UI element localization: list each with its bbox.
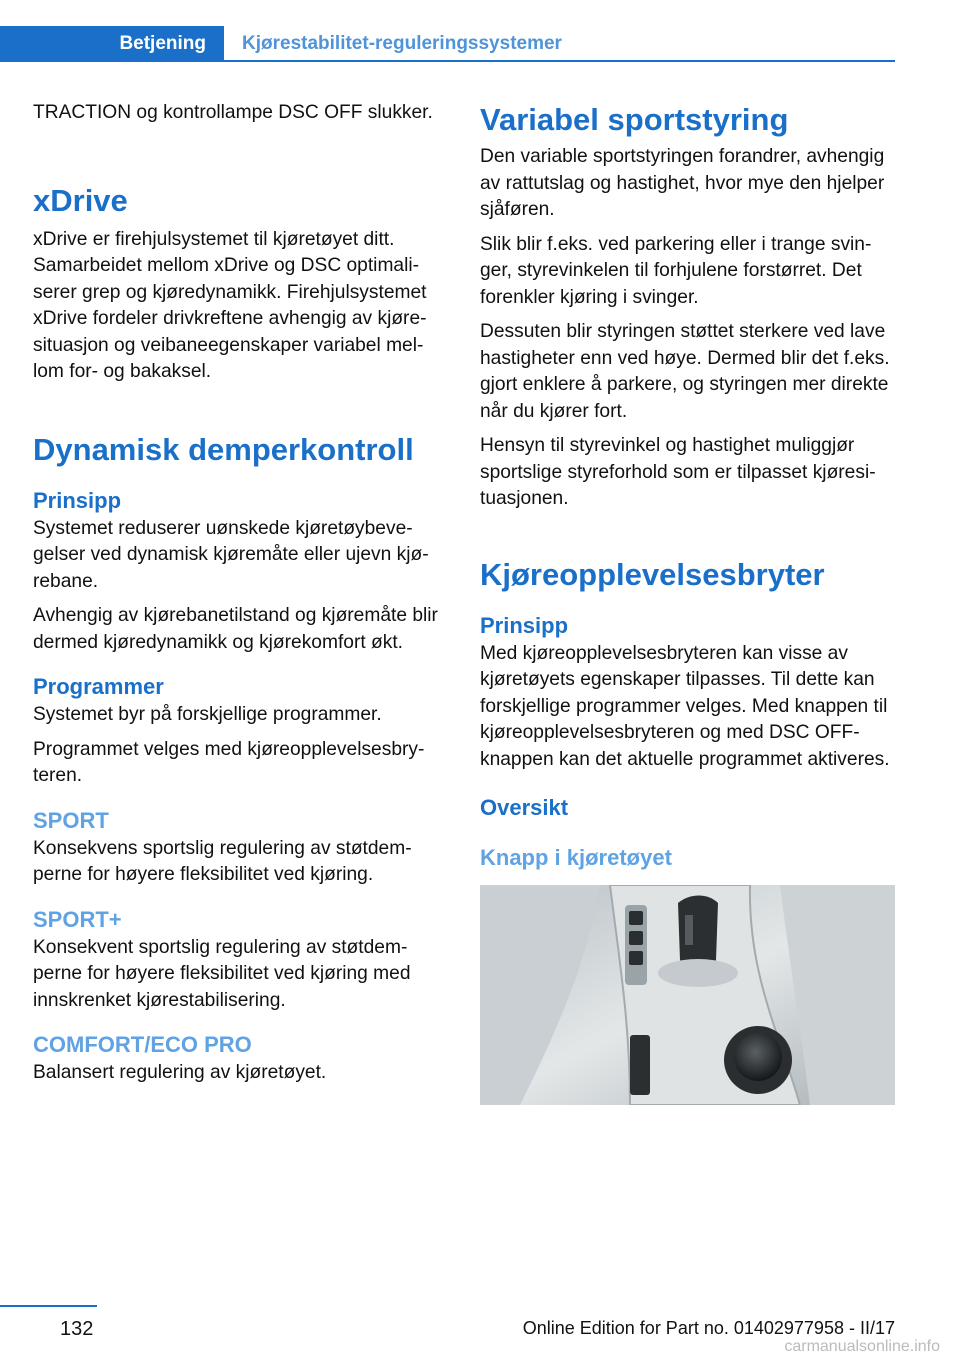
- right-column: [480, 100, 894, 1110]
- edition-note: Online Edition for Part no. 01402977958 - II/17: [522, 1318, 895, 1338]
- heading-prinsipp-right: Prinsipp: [480, 612, 569, 638]
- heading-sport: SPORT: [33, 807, 109, 833]
- chapter-title: Kjørestabilitet-reguleringssystemer: [242, 33, 562, 54]
- programmer-text-2: Programmet velges med kjøreopplevelsesbryteren.: [33, 738, 425, 786]
- heading-variable-steering: Variabel sportstyring: [480, 102, 789, 137]
- sport-plus-text: Konsekvent sportslig regulering av støtdemperne for høyere fleksibilitet ved kjøring med innskrenket kjørestabilisering.: [33, 936, 411, 1011]
- switch-prinsipp-text: Med kjøreopplevelsesbryteren kan visse av kjøretøyets egenskaper tilpasses. Til dette kan forskjellige programmer velges. Med knappen til kjøreopplevelsesbryteren og med DSC OFF-knappen kan det aktuelle programmet aktiveres.: [480, 642, 890, 770]
- heading-programmer: Programmer: [33, 674, 164, 699]
- intro-text: TRACTION og kontrollampe DSC OFF slukker.: [33, 102, 433, 123]
- heading-xdrive: xDrive: [33, 182, 128, 218]
- footer-rule: [0, 1305, 97, 1307]
- left-column: [33, 100, 447, 1095]
- prinsipp-text-1: Systemet reduserer uønskede kjøretøybevegelser ved dynamisk kjøremåte eller ujevn kjørebane.: [33, 517, 429, 592]
- page-header: [0, 0, 960, 62]
- section-tab: Betjening: [0, 26, 224, 62]
- heading-driving-experience-switch: Kjøreopplevelsesbryter: [480, 556, 825, 592]
- variable-text-1: Den variable sportstyringen forandrer, avhengig av rattutslag og hastighet, hvor mye den hjelper sjåføren.: [480, 146, 885, 220]
- center-console-photo: [480, 885, 895, 1105]
- heading-sport-plus: SPORT+: [33, 906, 122, 932]
- header-rule: [0, 60, 895, 62]
- programmer-text-1: Systemet byr på forskjellige programmer.: [33, 704, 382, 725]
- variable-text-2: Slik blir f.eks. ved parkering eller i trange svinger, styrevinkelen til forhjulene forstørret. Det forenkler kjøring i svinger.: [480, 233, 872, 308]
- heading-comfort-eco-pro: COMFORT/ECO PRO: [33, 1032, 252, 1057]
- heading-dynamic-damper: Dynamisk demperkontroll: [33, 431, 414, 467]
- heading-oversikt: Oversikt: [480, 795, 569, 820]
- prinsipp-text-2: Avhengig av kjørebanetilstand og kjøremåte blir dermed kjøredynamikk og kjørekomfort økt.: [33, 605, 438, 653]
- comfort-text: Balansert regulering av kjøretøyet.: [33, 1062, 327, 1083]
- sport-text: Konsekvens sportslig regulering av støtdemperne for høyere fleksibilitet ved kjøring.: [33, 837, 412, 885]
- xdrive-text: xDrive er firehjulsystemet til kjøretøyet ditt. Samarbeidet mellom xDrive og DSC optimaliserer grep og kjøredynamikk. Firehjulsystemet xDrive fordeler drivkreftene avhengig av kjøresituasjon og veibaneegenskaper variabel mellom for- og bakaksel.: [33, 228, 427, 382]
- page-number: 132: [60, 1318, 94, 1340]
- heading-prinsipp: Prinsipp: [33, 487, 122, 513]
- heading-button-in-vehicle: Knapp i kjøretøyet: [480, 845, 672, 870]
- variable-text-4: Hensyn til styrevinkel og hastighet muliggjør sportslige styreforhold som er tilpasset kjøresituasjonen.: [480, 435, 876, 509]
- variable-text-3: Dessuten blir styringen støttet sterkere ved lave hastigheter enn ved høye. Dermed blir det f.eks. gjort enklere å parkere, og styringen mer direkte når du kjører fort.: [480, 321, 890, 422]
- watermark: carmanualsonline.info: [784, 1338, 940, 1355]
